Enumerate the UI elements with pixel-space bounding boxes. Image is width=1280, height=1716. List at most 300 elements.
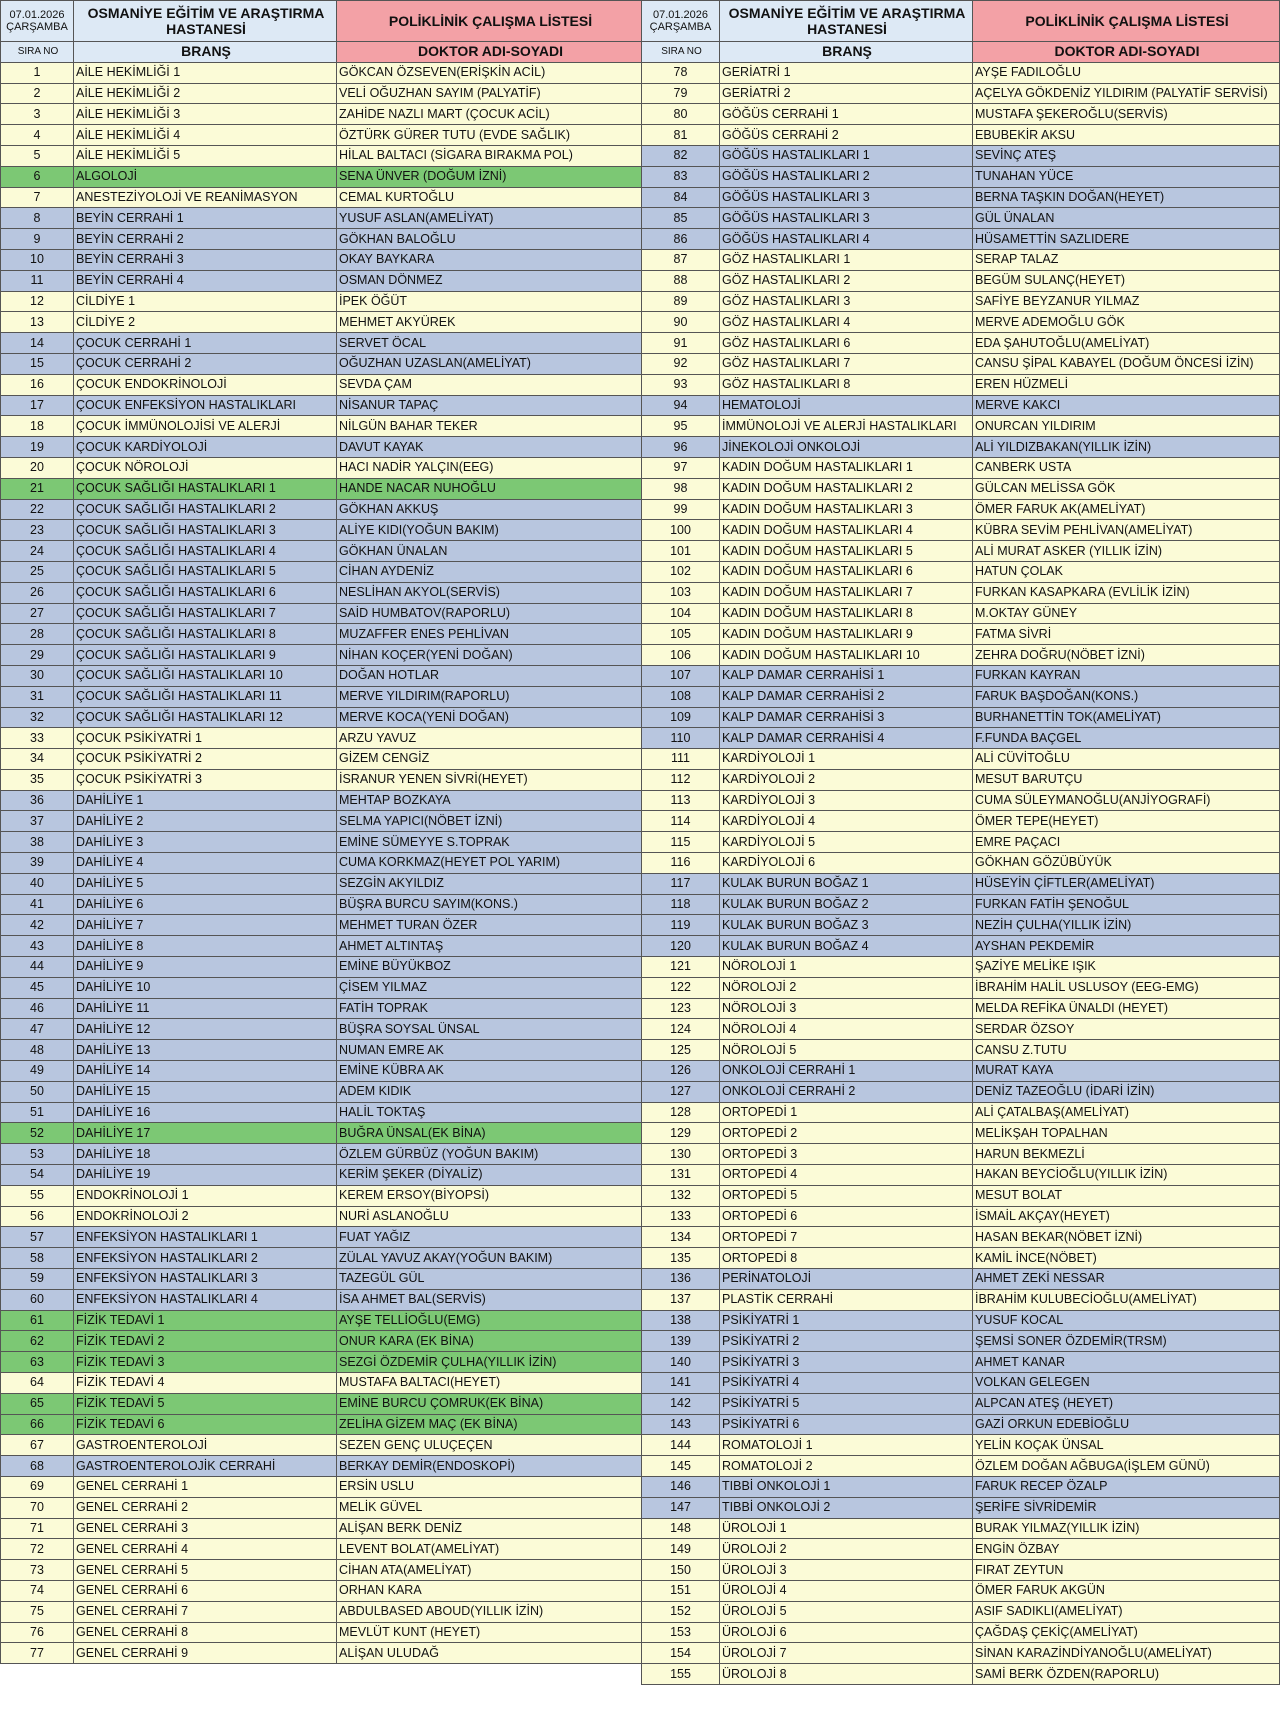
row-number: 149 — [642, 1539, 720, 1560]
branch-cell: GERİATRİ 1 — [720, 62, 973, 83]
doctor-cell: AYSHAN PEKDEMİR — [973, 936, 1280, 957]
branch-cell: KADIN DOĞUM HASTALIKLARI 9 — [720, 624, 973, 645]
col-header-doctor: DOKTOR ADI-SOYADI — [973, 42, 1280, 63]
doctor-cell: SENA ÜNVER (DOĞUM İZNİ) — [337, 166, 643, 187]
branch-cell: ORTOPEDİ 1 — [720, 1102, 973, 1123]
table-row — [642, 270, 1280, 291]
branch-cell: ÜROLOJİ 2 — [720, 1539, 973, 1560]
branch-cell: GÖZ HASTALIKLARI 8 — [720, 374, 973, 395]
doctor-cell: VELİ OĞUZHAN SAYIM (PALYATİF) — [337, 83, 643, 104]
doctor-cell: ALİ YILDIZBAKAN(YILLIK İZİN) — [973, 437, 1280, 458]
table-row — [1, 1144, 643, 1165]
branch-cell: GENEL CERRAHİ 4 — [74, 1539, 337, 1560]
doctor-cell: MELİK GÜVEL — [337, 1497, 643, 1518]
table-row — [1, 790, 643, 811]
doctor-cell: HATUN ÇOLAK — [973, 561, 1280, 582]
branch-cell: KULAK BURUN BOĞAZ 4 — [720, 936, 973, 957]
row-number: 98 — [642, 478, 720, 499]
row-number: 123 — [642, 998, 720, 1019]
row-number: 38 — [1, 832, 74, 853]
row-number: 70 — [1, 1497, 74, 1518]
table-row — [642, 1643, 1280, 1664]
branch-cell: FİZİK TEDAVİ 5 — [74, 1393, 337, 1414]
row-number: 3 — [1, 104, 74, 125]
branch-cell: ÇOCUK SAĞLIĞI HASTALIKLARI 1 — [74, 478, 337, 499]
doctor-cell: SERAP TALAZ — [973, 249, 1280, 270]
table-row — [1, 1497, 643, 1518]
row-number: 130 — [642, 1144, 720, 1165]
doctor-cell: MELİKŞAH TOPALHAN — [973, 1123, 1280, 1144]
branch-cell: KULAK BURUN BOĞAZ 2 — [720, 894, 973, 915]
table-row — [1, 1165, 643, 1186]
row-number: 88 — [642, 270, 720, 291]
table-row — [642, 686, 1280, 707]
table-row — [1, 645, 643, 666]
table-row — [1, 1352, 643, 1373]
branch-cell: DAHİLİYE 5 — [74, 873, 337, 894]
doctor-cell: CANSU ŞİPAL KABAYEL (DOĞUM ÖNCESİ İZİN) — [973, 353, 1280, 374]
doctor-cell: TAZEGÜL GÜL — [337, 1269, 643, 1290]
branch-cell: ORTOPEDİ 7 — [720, 1227, 973, 1248]
branch-cell: NÖROLOJİ 1 — [720, 957, 973, 978]
row-number: 144 — [642, 1435, 720, 1456]
table-row — [1, 1414, 643, 1435]
branch-cell: AİLE HEKİMLİĞİ 5 — [74, 145, 337, 166]
row-number: 104 — [642, 603, 720, 624]
table-row — [1, 707, 643, 728]
doctor-cell: AYŞE TELLİOĞLU(EMG) — [337, 1310, 643, 1331]
doctor-cell: EMİNE SÜMEYYE S.TOPRAK — [337, 832, 643, 853]
table-row — [642, 62, 1280, 83]
hospital-name: OSMANİYE EĞİTİM VE ARAŞTIRMA HASTANESİ — [720, 1, 973, 42]
row-number: 30 — [1, 665, 74, 686]
table-row — [642, 1601, 1280, 1622]
row-number: 134 — [642, 1227, 720, 1248]
branch-cell: FİZİK TEDAVİ 6 — [74, 1414, 337, 1435]
branch-cell: GERİATRİ 2 — [720, 83, 973, 104]
doctor-cell: CEMAL KURTOĞLU — [337, 187, 643, 208]
row-number: 120 — [642, 936, 720, 957]
doctor-cell: KAMİL İNCE(NÖBET) — [973, 1248, 1280, 1269]
branch-cell: DAHİLİYE 6 — [74, 894, 337, 915]
doctor-cell: SEVİNÇ ATEŞ — [973, 145, 1280, 166]
doctor-cell: AHMET KANAR — [973, 1352, 1280, 1373]
row-number: 33 — [1, 728, 74, 749]
branch-cell: KARDİYOLOJİ 1 — [720, 749, 973, 770]
row-number: 16 — [1, 374, 74, 395]
table-row — [642, 1664, 1280, 1685]
branch-cell: KARDİYOLOJİ 2 — [720, 769, 973, 790]
row-number: 102 — [642, 561, 720, 582]
table-row — [1, 603, 643, 624]
branch-cell: KADIN DOĞUM HASTALIKLARI 10 — [720, 645, 973, 666]
doctor-cell: FARUK BAŞDOĞAN(KONS.) — [973, 686, 1280, 707]
table-row — [1, 1580, 643, 1601]
row-number: 64 — [1, 1373, 74, 1394]
branch-cell: AİLE HEKİMLİĞİ 3 — [74, 104, 337, 125]
branch-cell: ORTOPEDİ 3 — [720, 1144, 973, 1165]
table-row — [1, 1206, 643, 1227]
row-number: 151 — [642, 1580, 720, 1601]
row-number: 105 — [642, 624, 720, 645]
table-row — [642, 208, 1280, 229]
doctor-cell: ALPCAN ATEŞ (HEYET) — [973, 1393, 1280, 1414]
table-row — [642, 873, 1280, 894]
row-number: 115 — [642, 832, 720, 853]
list-title: POLİKLİNİK ÇALIŞMA LİSTESİ — [973, 1, 1280, 42]
row-number: 49 — [1, 1061, 74, 1082]
row-number: 96 — [642, 437, 720, 458]
table-row — [642, 1019, 1280, 1040]
row-number: 150 — [642, 1560, 720, 1581]
doctor-cell: ERSİN USLU — [337, 1476, 643, 1497]
table-row — [1, 416, 643, 437]
branch-cell: ÇOCUK CERRAHİ 1 — [74, 333, 337, 354]
branch-cell: CİLDİYE 1 — [74, 291, 337, 312]
table-row — [642, 561, 1280, 582]
table-row — [642, 707, 1280, 728]
doctor-cell: DOĞAN HOTLAR — [337, 665, 643, 686]
branch-cell: KULAK BURUN BOĞAZ 1 — [720, 873, 973, 894]
row-number: 7 — [1, 187, 74, 208]
table-row — [642, 125, 1280, 146]
row-number: 77 — [1, 1643, 74, 1664]
doctor-cell: OSMAN DÖNMEZ — [337, 270, 643, 291]
table-row — [642, 249, 1280, 270]
doctor-cell: OKAY BAYKARA — [337, 249, 643, 270]
branch-cell: TIBBİ ONKOLOJİ 1 — [720, 1476, 973, 1497]
doctor-cell: SERVET ÖCAL — [337, 333, 643, 354]
branch-cell: BEYİN CERRAHİ 4 — [74, 270, 337, 291]
row-number: 32 — [1, 707, 74, 728]
doctor-cell: SAMİ BERK ÖZDEN(RAPORLU) — [973, 1664, 1280, 1685]
table-row — [1, 936, 643, 957]
branch-cell: CİLDİYE 2 — [74, 312, 337, 333]
col-header-doctor: DOKTOR ADI-SOYADI — [337, 42, 643, 63]
doctor-cell: FIRAT ZEYTUN — [973, 1560, 1280, 1581]
table-row — [1, 125, 643, 146]
branch-cell: ÇOCUK ENDOKRİNOLOJİ — [74, 374, 337, 395]
doctor-cell: BEGÜM SULANÇ(HEYET) — [973, 270, 1280, 291]
doctor-cell: BÜŞRA SOYSAL ÜNSAL — [337, 1019, 643, 1040]
doctor-cell: İSA AHMET BAL(SERVİS) — [337, 1289, 643, 1310]
row-number: 131 — [642, 1165, 720, 1186]
table-row — [1, 665, 643, 686]
branch-cell: ÇOCUK SAĞLIĞI HASTALIKLARI 3 — [74, 520, 337, 541]
doctor-cell: FUAT YAĞIZ — [337, 1227, 643, 1248]
table-row — [1, 1269, 643, 1290]
branch-cell: AİLE HEKİMLİĞİ 4 — [74, 125, 337, 146]
branch-cell: KALP DAMAR CERRAHİSİ 3 — [720, 707, 973, 728]
table-row — [1, 249, 643, 270]
doctor-cell: ALİYE KIDI(YOĞUN BAKIM) — [337, 520, 643, 541]
table-row — [642, 1269, 1280, 1290]
doctor-cell: CİHAN ATA(AMELİYAT) — [337, 1560, 643, 1581]
doctor-cell: ÇAĞDAŞ ÇEKİÇ(AMELİYAT) — [973, 1622, 1280, 1643]
branch-cell: ÇOCUK PSİKİYATRİ 3 — [74, 769, 337, 790]
row-number: 27 — [1, 603, 74, 624]
doctor-cell: MEVLÜT KUNT (HEYET) — [337, 1622, 643, 1643]
row-number: 122 — [642, 977, 720, 998]
table-row — [642, 499, 1280, 520]
row-number: 37 — [1, 811, 74, 832]
doctor-cell: ÖMER FARUK AKGÜN — [973, 1580, 1280, 1601]
table-row — [1, 998, 643, 1019]
row-number: 79 — [642, 83, 720, 104]
doctor-cell: NİHAN KOÇER(YENİ DOĞAN) — [337, 645, 643, 666]
doctor-cell: HALİL TOKTAŞ — [337, 1102, 643, 1123]
doctor-cell: ALİŞAN ULUDAĞ — [337, 1643, 643, 1664]
doctor-cell: HÜSEYİN ÇİFTLER(AMELİYAT) — [973, 873, 1280, 894]
branch-cell: GENEL CERRAHİ 8 — [74, 1622, 337, 1643]
row-number: 23 — [1, 520, 74, 541]
branch-cell: ENFEKSİYON HASTALIKLARI 2 — [74, 1248, 337, 1269]
table-row — [642, 1123, 1280, 1144]
branch-cell: DAHİLİYE 12 — [74, 1019, 337, 1040]
branch-cell: GÖZ HASTALIKLARI 2 — [720, 270, 973, 291]
table-row — [642, 1435, 1280, 1456]
branch-cell: DAHİLİYE 18 — [74, 1144, 337, 1165]
row-number: 76 — [1, 1622, 74, 1643]
branch-cell: DAHİLİYE 4 — [74, 853, 337, 874]
table-row — [1, 1185, 643, 1206]
branch-cell: ORTOPEDİ 5 — [720, 1185, 973, 1206]
table-row — [1, 1019, 643, 1040]
table-row — [1, 520, 643, 541]
doctor-cell: FURKAN KASAPKARA (EVLİLİK İZİN) — [973, 582, 1280, 603]
doctor-cell: GÜLCAN MELİSSA GÖK — [973, 478, 1280, 499]
row-number: 112 — [642, 769, 720, 790]
branch-cell: TIBBİ ONKOLOJİ 2 — [720, 1497, 973, 1518]
table-row — [1, 1643, 643, 1664]
table-row — [642, 1560, 1280, 1581]
table-row — [642, 1165, 1280, 1186]
branch-cell: PSİKİYATRİ 2 — [720, 1331, 973, 1352]
row-number: 50 — [1, 1081, 74, 1102]
doctor-cell: DENİZ TAZEOĞLU (İDARİ İZİN) — [973, 1081, 1280, 1102]
doctor-cell: MUSTAFA BALTACI(HEYET) — [337, 1373, 643, 1394]
row-number: 72 — [1, 1539, 74, 1560]
table-row — [642, 1040, 1280, 1061]
doctor-cell: BUĞRA ÜNSAL(EK BİNA) — [337, 1123, 643, 1144]
row-number: 55 — [1, 1185, 74, 1206]
doctor-cell: ASIF SADIKLI(AMELİYAT) — [973, 1601, 1280, 1622]
branch-cell: ORTOPEDİ 2 — [720, 1123, 973, 1144]
row-number: 9 — [1, 229, 74, 250]
doctor-cell: AHMET ZEKİ NESSAR — [973, 1269, 1280, 1290]
row-number: 93 — [642, 374, 720, 395]
table-row — [642, 312, 1280, 333]
row-number: 92 — [642, 353, 720, 374]
table-row — [642, 977, 1280, 998]
table-row — [1, 894, 643, 915]
row-number: 117 — [642, 873, 720, 894]
branch-cell: ÇOCUK SAĞLIĞI HASTALIKLARI 11 — [74, 686, 337, 707]
row-number: 101 — [642, 541, 720, 562]
table-row — [1, 1061, 643, 1082]
table-row — [642, 1393, 1280, 1414]
branch-cell: GENEL CERRAHİ 6 — [74, 1580, 337, 1601]
branch-cell: ÇOCUK SAĞLIĞI HASTALIKLARI 8 — [74, 624, 337, 645]
row-number: 153 — [642, 1622, 720, 1643]
row-number: 8 — [1, 208, 74, 229]
row-number: 135 — [642, 1248, 720, 1269]
doctor-cell: NİSANUR TAPAÇ — [337, 395, 643, 416]
branch-cell: ÇOCUK SAĞLIĞI HASTALIKLARI 9 — [74, 645, 337, 666]
branch-cell: PERİNATOLOJİ — [720, 1269, 973, 1290]
doctor-cell: ZEHRA DOĞRU(NÖBET İZNİ) — [973, 645, 1280, 666]
doctor-cell: MELDA REFİKA ÜNALDI (HEYET) — [973, 998, 1280, 1019]
branch-cell: GENEL CERRAHİ 2 — [74, 1497, 337, 1518]
table-row — [642, 1331, 1280, 1352]
doctor-cell: HACI NADİR YALÇIN(EEG) — [337, 457, 643, 478]
doctor-cell: İSMAİL AKÇAY(HEYET) — [973, 1206, 1280, 1227]
table-row — [1, 229, 643, 250]
table-row — [642, 395, 1280, 416]
branch-cell: KALP DAMAR CERRAHİSİ 4 — [720, 728, 973, 749]
row-number: 118 — [642, 894, 720, 915]
table-row — [642, 853, 1280, 874]
row-number: 12 — [1, 291, 74, 312]
doctor-cell: GÖKHAN GÖZÜBÜYÜK — [973, 853, 1280, 874]
row-number: 148 — [642, 1518, 720, 1539]
branch-cell: FİZİK TEDAVİ 3 — [74, 1352, 337, 1373]
table-row — [642, 1206, 1280, 1227]
row-number: 40 — [1, 873, 74, 894]
table-row — [642, 1414, 1280, 1435]
table-row — [1, 624, 643, 645]
branch-cell: HEMATOLOJİ — [720, 395, 973, 416]
branch-cell: ÇOCUK NÖROLOJİ — [74, 457, 337, 478]
row-number: 71 — [1, 1518, 74, 1539]
doctor-cell: ALİ MURAT ASKER (YILLIK İZİN) — [973, 541, 1280, 562]
row-number: 20 — [1, 457, 74, 478]
row-number: 14 — [1, 333, 74, 354]
table-row — [642, 769, 1280, 790]
row-number: 11 — [1, 270, 74, 291]
schedule-table-left — [0, 0, 643, 1664]
branch-cell: KADIN DOĞUM HASTALIKLARI 5 — [720, 541, 973, 562]
doctor-cell: SEVDA ÇAM — [337, 374, 643, 395]
row-number: 141 — [642, 1373, 720, 1394]
table-row — [642, 728, 1280, 749]
doctor-cell: MUZAFFER ENES PEHLİVAN — [337, 624, 643, 645]
doctor-cell: ABDULBASED ABOUD(YILLIK İZİN) — [337, 1601, 643, 1622]
row-number: 39 — [1, 853, 74, 874]
table-row — [642, 1289, 1280, 1310]
table-row — [1, 1476, 643, 1497]
row-number: 82 — [642, 145, 720, 166]
branch-cell: BEYİN CERRAHİ 2 — [74, 229, 337, 250]
branch-cell: NÖROLOJİ 3 — [720, 998, 973, 1019]
row-number: 113 — [642, 790, 720, 811]
table-row — [642, 1622, 1280, 1643]
table-row — [642, 520, 1280, 541]
row-number: 57 — [1, 1227, 74, 1248]
branch-cell: PSİKİYATRİ 1 — [720, 1310, 973, 1331]
row-number: 97 — [642, 457, 720, 478]
table-row — [642, 1476, 1280, 1497]
table-row — [1, 62, 643, 83]
table-row — [642, 1456, 1280, 1477]
row-number: 66 — [1, 1414, 74, 1435]
row-number: 155 — [642, 1664, 720, 1685]
branch-cell: GASTROENTEROLOJİ — [74, 1435, 337, 1456]
branch-cell: ÇOCUK PSİKİYATRİ 2 — [74, 749, 337, 770]
doctor-cell: ALİ ÇATALBAŞ(AMELİYAT) — [973, 1102, 1280, 1123]
branch-cell: PLASTİK CERRAHİ — [720, 1289, 973, 1310]
branch-cell: ÇOCUK SAĞLIĞI HASTALIKLARI 4 — [74, 541, 337, 562]
doctor-cell: ŞERİFE SİVRİDEMİR — [973, 1497, 1280, 1518]
table-row — [642, 104, 1280, 125]
branch-cell: GÖĞÜS HASTALIKLARI 2 — [720, 166, 973, 187]
row-number: 58 — [1, 1248, 74, 1269]
doctor-cell: EMRE PAÇACI — [973, 832, 1280, 853]
branch-cell: GÖZ HASTALIKLARI 7 — [720, 353, 973, 374]
row-number: 63 — [1, 1352, 74, 1373]
branch-cell: DAHİLİYE 16 — [74, 1102, 337, 1123]
doctor-cell: GÖKCAN ÖZSEVEN(ERİŞKİN ACİL) — [337, 62, 643, 83]
table-row — [642, 83, 1280, 104]
row-number: 56 — [1, 1206, 74, 1227]
table-row — [642, 1580, 1280, 1601]
doctor-cell: MURAT KAYA — [973, 1061, 1280, 1082]
table-row — [1, 104, 643, 125]
doctor-cell: MEHMET TURAN ÖZER — [337, 915, 643, 936]
branch-cell: GENEL CERRAHİ 1 — [74, 1476, 337, 1497]
branch-cell: FİZİK TEDAVİ 2 — [74, 1331, 337, 1352]
table-row — [1, 374, 643, 395]
row-number: 41 — [1, 894, 74, 915]
row-number: 54 — [1, 1165, 74, 1186]
branch-cell: ÇOCUK SAĞLIĞI HASTALIKLARI 12 — [74, 707, 337, 728]
day-label: ÇARŞAMBA — [6, 21, 68, 33]
doctor-cell: SERDAR ÖZSOY — [973, 1019, 1280, 1040]
table-row — [1, 1227, 643, 1248]
doctor-cell: ALİ CÜVİTOĞLU — [973, 749, 1280, 770]
branch-cell: ENDOKRİNOLOJİ 2 — [74, 1206, 337, 1227]
table-row — [642, 894, 1280, 915]
table-row — [1, 1331, 643, 1352]
table-row — [1, 1601, 643, 1622]
table-row — [642, 1102, 1280, 1123]
table-row — [1, 145, 643, 166]
doctor-cell: ORHAN KARA — [337, 1580, 643, 1601]
doctor-cell: KEREM ERSOY(BİYOPSİ) — [337, 1185, 643, 1206]
doctor-cell: FATİH TOPRAK — [337, 998, 643, 1019]
branch-cell: ALGOLOJİ — [74, 166, 337, 187]
branch-cell: ONKOLOJİ CERRAHİ 2 — [720, 1081, 973, 1102]
table-row — [642, 998, 1280, 1019]
row-number: 5 — [1, 145, 74, 166]
doctor-cell: NEZİH ÇULHA(YILLIK İZİN) — [973, 915, 1280, 936]
branch-cell: ORTOPEDİ 6 — [720, 1206, 973, 1227]
table-row — [1, 1102, 643, 1123]
doctor-cell: NURİ ASLANOĞLU — [337, 1206, 643, 1227]
table-row — [642, 1248, 1280, 1269]
row-number: 111 — [642, 749, 720, 770]
row-number: 42 — [1, 915, 74, 936]
doctor-cell: CUMA SÜLEYMANOĞLU(ANJİYOGRAFİ) — [973, 790, 1280, 811]
table-row — [1, 270, 643, 291]
row-number: 52 — [1, 1123, 74, 1144]
branch-cell: ORTOPEDİ 8 — [720, 1248, 973, 1269]
hospital-name: OSMANİYE EĞİTİM VE ARAŞTIRMA HASTANESİ — [74, 1, 337, 42]
table-row — [642, 291, 1280, 312]
row-number: 26 — [1, 582, 74, 603]
row-number: 46 — [1, 998, 74, 1019]
doctor-cell: ÖZTÜRK GÜRER TUTU (EVDE SAĞLIK) — [337, 125, 643, 146]
